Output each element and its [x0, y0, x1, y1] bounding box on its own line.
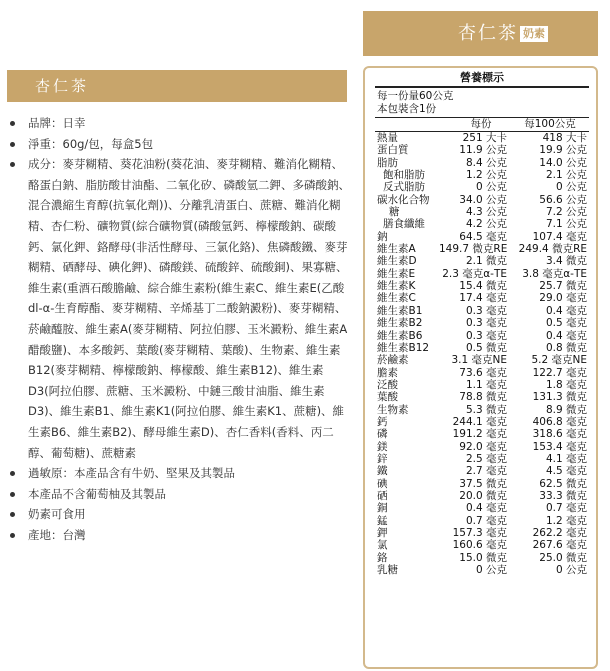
nutrient-per-100g: 131.3 微克	[532, 391, 587, 404]
nutrient-per-100g: 25.0 微克	[539, 551, 587, 564]
nutrient-per-100g: 14.0 公克	[539, 156, 587, 169]
nutrition-row	[375, 367, 589, 379]
nutrient-per-100g: 8.9 微克	[545, 403, 587, 416]
nutrient-per-100g: 3.4 微克	[545, 255, 587, 268]
product-title: 杏仁茶	[35, 77, 90, 95]
nutrient-per-serving: 2.3 毫克α-TE	[442, 267, 507, 280]
nutrient-per-100g: 267.6 毫克	[532, 539, 587, 552]
nutrient-per-100g: 2.1 公克	[545, 169, 587, 182]
servings-per-package: 本包裝含1份	[377, 102, 437, 115]
nutrient-per-serving: 5.3 微克	[465, 403, 507, 416]
nutrition-row	[375, 416, 589, 428]
nutrient-name: 膽素	[377, 366, 398, 379]
nutrition-row	[375, 564, 589, 576]
nutrient-per-serving: 0.3 毫克	[465, 317, 507, 330]
nutrient-name: 膳食纖維	[383, 218, 425, 231]
nutrient-per-100g: 153.4 毫克	[532, 440, 587, 453]
nutrient-per-serving: 34.0 公克	[459, 193, 507, 206]
nutrient-name: 泛酸	[377, 378, 398, 391]
nutrition-row	[375, 231, 589, 243]
nutrient-name: 葉酸	[377, 391, 398, 404]
nutrient-per-serving: 2.5 毫克	[465, 452, 507, 465]
nutrient-per-serving: 2.1 微克	[465, 255, 507, 268]
nutrient-per-100g: 29.0 毫克	[539, 292, 587, 305]
nutrient-per-100g: 418 大卡	[542, 132, 587, 144]
product-info-item: 過敏原：本產品含有牛奶、堅果及其製品	[7, 463, 352, 484]
nutrition-row	[375, 255, 589, 267]
nutrient-per-serving: 0 公克	[475, 564, 507, 577]
nutrition-header-title: 杏仁茶	[458, 23, 518, 44]
nutrient-per-serving: 64.5 毫克	[459, 230, 507, 243]
nutrient-per-serving: 2.7 毫克	[465, 465, 507, 478]
nutrient-name: 維生素C	[377, 292, 416, 305]
nutrition-row	[375, 502, 589, 514]
product-info-item: 本產品不含葡萄柚及其製品	[7, 484, 352, 505]
nutrition-row	[375, 157, 589, 169]
nutrient-name: 生物素	[377, 403, 409, 416]
nutrient-per-serving: 4.2 公克	[465, 218, 507, 231]
nutrient-name: 鎂	[377, 440, 388, 453]
nutrient-name: 飽和脂肪	[383, 169, 425, 182]
nutrient-per-100g: 7.1 公克	[545, 218, 587, 231]
nutrient-name: 碘	[377, 477, 388, 490]
nutrition-row	[375, 243, 589, 255]
nutrient-per-100g: 25.7 微克	[539, 280, 587, 293]
nutrient-per-100g: 249.4 微克RE	[518, 243, 587, 256]
nutrient-name: 鐵	[377, 465, 388, 478]
nutrient-name: 維生素B2	[377, 317, 423, 330]
nutrient-per-100g: 0.4 毫克	[545, 329, 587, 342]
nutrition-row	[375, 268, 589, 280]
nutrition-row	[375, 552, 589, 564]
product-info-list	[7, 113, 352, 545]
nutrient-per-serving: 8.4 公克	[465, 156, 507, 169]
nutrition-rows	[375, 132, 589, 576]
nutrient-per-100g: 0 公克	[555, 181, 587, 194]
nutrient-per-100g: 5.2 毫克NE	[531, 354, 587, 367]
nutrition-row	[375, 527, 589, 539]
nutrition-row	[375, 194, 589, 206]
nutrient-per-100g: 4.5 毫克	[545, 465, 587, 478]
nutrient-per-serving: 20.0 微克	[459, 489, 507, 502]
nutrition-row	[375, 478, 589, 490]
nutrient-per-100g: 3.8 毫克α-TE	[522, 267, 587, 280]
nutrient-per-100g: 0.8 微克	[545, 341, 587, 354]
vegetarian-badge: 奶素	[520, 26, 548, 42]
nutrition-row	[375, 453, 589, 465]
nutrient-per-100g: 7.2 公克	[545, 206, 587, 219]
product-info-item: 奶素可食用	[7, 504, 352, 525]
nutrient-per-serving: 92.0 毫克	[459, 440, 507, 453]
serving-size: 每一份量60公克	[377, 90, 454, 102]
nutrient-per-100g: 1.8 毫克	[545, 378, 587, 391]
nutrient-per-100g: 4.1 毫克	[545, 452, 587, 465]
nutrient-per-100g: 0.7 毫克	[545, 502, 587, 515]
nutrient-name: 維生素D	[377, 255, 417, 268]
nutrition-row	[375, 441, 589, 453]
nutrient-name: 銅	[377, 502, 388, 515]
nutrient-per-serving: 251 大卡	[462, 132, 507, 144]
nutrient-name: 磷	[377, 428, 388, 441]
nutrition-column-headers	[375, 118, 589, 131]
serving-info	[375, 88, 589, 117]
nutrient-per-serving: 73.6 毫克	[459, 366, 507, 379]
nutrient-name: 鈣	[377, 415, 388, 428]
nutrient-per-100g: 122.7 毫克	[532, 366, 587, 379]
nutrient-per-100g: 0.5 毫克	[545, 317, 587, 330]
nutrient-name: 碳水化合物	[377, 193, 430, 206]
nutrient-name: 鈉	[377, 230, 388, 243]
nutrient-per-serving: 3.1 毫克NE	[451, 354, 507, 367]
nutrient-per-serving: 157.3 毫克	[452, 527, 507, 539]
nutrient-per-100g: 19.9 公克	[539, 144, 587, 157]
nutrient-name: 乳糖	[377, 564, 398, 577]
column-header-per-serving: 每份	[470, 118, 492, 130]
nutrition-row	[375, 342, 589, 354]
nutrient-per-100g: 318.6 毫克	[532, 428, 587, 441]
nutrition-row	[375, 292, 589, 304]
nutrient-name: 維生素A	[377, 243, 416, 256]
nutrient-name: 鉀	[377, 527, 388, 539]
product-title-bar	[7, 70, 347, 102]
nutrient-per-serving: 17.4 毫克	[459, 292, 507, 305]
nutrient-per-serving: 15.4 微克	[459, 280, 507, 293]
nutrient-per-serving: 78.8 微克	[459, 391, 507, 404]
nutrition-row	[375, 181, 589, 193]
product-info-item: 淨重：60g/包，每盒5包	[7, 134, 352, 155]
nutrient-per-serving: 1.2 公克	[465, 169, 507, 182]
nutrient-per-serving: 1.1 毫克	[465, 378, 507, 391]
nutrition-row	[375, 206, 589, 218]
nutrient-per-100g: 0 公克	[555, 564, 587, 577]
nutrient-per-serving: 4.3 公克	[465, 206, 507, 219]
nutrient-per-serving: 11.9 公克	[459, 144, 507, 157]
nutrient-name: 反式脂肪	[383, 181, 425, 194]
nutrient-per-100g: 0.4 毫克	[545, 304, 587, 317]
nutrient-name: 熱量	[377, 132, 398, 144]
nutrition-header-bar	[363, 11, 598, 56]
nutrition-row	[375, 354, 589, 366]
nutrient-name: 硒	[377, 489, 388, 502]
nutrition-row	[375, 169, 589, 181]
nutrient-per-100g: 262.2 毫克	[532, 527, 587, 539]
nutrition-row	[375, 428, 589, 440]
nutrient-name: 維生素B6	[377, 329, 423, 342]
nutrient-per-100g: 33.3 微克	[539, 489, 587, 502]
nutrient-name: 維生素K	[377, 280, 416, 293]
nutrient-per-100g: 107.4 毫克	[532, 230, 587, 243]
nutrition-row	[375, 144, 589, 156]
product-info-item: 成分：麥芽糊精、葵花油粉(葵花油、麥芽糊精、難消化糊精、酪蛋白鈉、脂肪酸甘油酯、二氧化矽、磷酸氫二鉀、多磷酸鈉、混合濃縮生育醇(抗氧化劑))、分離乳清蛋白、蔗糖、難消化糊精、杏仁粉、礦物質(綜合礦物質(磷酸氫鈣、檸檬酸鈉、碳酸鈣、氯化鉀、鉻酵母(非活性酵母、三氯化鉻)、焦磷酸鐵、麥芽糊精、硒酵母、碘化鉀)、磷酸鎂、硫酸鋅、硫酸銅)、果寡糖、維生素(重酒石酸膽鹼、綜合維生素粉(維生素C、維生素E(乙酸 dl-α-生育醇酯、麥芽糊精、辛烯基丁二酸鈉澱粉)、麥芽糊精、菸鹼醯胺、維生素A(麥芽糊精、阿拉伯膠、玉米澱粉、維生素A醋酸鹽)、本多酸鈣、葉酸(麥芽糊精、葉酸)、生物素、維生素B12(麥芽糊精、檸檬酸鈉、檸檬酸、維生素B12)、維生素D3(阿拉伯膠、蔗糖、玉米澱粉、中鏈三酸甘油脂、維生素D3)、維生素B1、維生素K1(阿拉伯膠、維生素K1、蔗糖)、維生素B6、維生素B2)、酵母維生素D)、杏仁香料(香料、丙二醇、葡萄糖)、蔗糖素	[7, 154, 352, 463]
nutrition-row	[375, 379, 589, 391]
nutrient-per-serving: 0.7 毫克	[465, 514, 507, 527]
nutrient-per-serving: 0 公克	[475, 181, 507, 194]
nutrient-per-100g: 56.6 公克	[539, 193, 587, 206]
nutrient-per-serving: 0.3 毫克	[465, 304, 507, 317]
nutrient-name: 維生素E	[377, 267, 416, 280]
nutrient-per-serving: 149.7 微克RE	[439, 243, 508, 256]
nutrient-per-serving: 191.2 毫克	[452, 428, 507, 441]
nutrition-facts-title: 營養標示	[460, 71, 504, 84]
nutrient-per-serving: 0.3 毫克	[465, 329, 507, 342]
nutrition-row	[375, 404, 589, 416]
nutrition-row	[375, 305, 589, 317]
nutrient-name: 氯	[377, 539, 388, 552]
nutrient-name: 鉻	[377, 551, 388, 564]
product-info-item: 產地：台灣	[7, 525, 352, 546]
nutrition-row	[375, 539, 589, 551]
nutrition-row	[375, 330, 589, 342]
nutrition-row	[375, 218, 589, 230]
nutrient-per-serving: 244.1 毫克	[452, 415, 507, 428]
nutrition-panel	[363, 66, 598, 669]
nutrient-per-serving: 0.5 微克	[465, 341, 507, 354]
nutrition-row	[375, 280, 589, 292]
nutrition-row	[375, 465, 589, 477]
nutrient-per-100g: 62.5 微克	[539, 477, 587, 490]
nutrient-per-100g: 1.2 毫克	[545, 514, 587, 527]
nutrient-name: 鋅	[377, 452, 388, 465]
nutrient-per-serving: 0.4 毫克	[465, 502, 507, 515]
nutrient-per-100g: 406.8 毫克	[532, 415, 587, 428]
column-header-per-100g: 每100公克	[524, 118, 576, 130]
nutrition-row	[375, 317, 589, 329]
nutrient-name: 菸鹼素	[377, 354, 409, 367]
nutrition-row	[375, 391, 589, 403]
nutrition-row	[375, 132, 589, 144]
nutrient-name: 錳	[377, 514, 388, 527]
nutrient-per-serving: 37.5 微克	[459, 477, 507, 490]
nutrient-name: 蛋白質	[377, 144, 409, 157]
nutrient-per-serving: 160.6 毫克	[452, 539, 507, 552]
product-info-item: 品牌：日幸	[7, 113, 352, 134]
nutrient-name: 維生素B1	[377, 304, 423, 317]
nutrition-row	[375, 515, 589, 527]
nutrient-name: 糖	[389, 206, 400, 219]
nutrient-per-serving: 15.0 微克	[459, 551, 507, 564]
nutrition-facts-table	[375, 71, 589, 576]
nutrition-row	[375, 490, 589, 502]
nutrient-name: 脂肪	[377, 156, 398, 169]
nutrient-name: 維生素B12	[377, 341, 430, 354]
